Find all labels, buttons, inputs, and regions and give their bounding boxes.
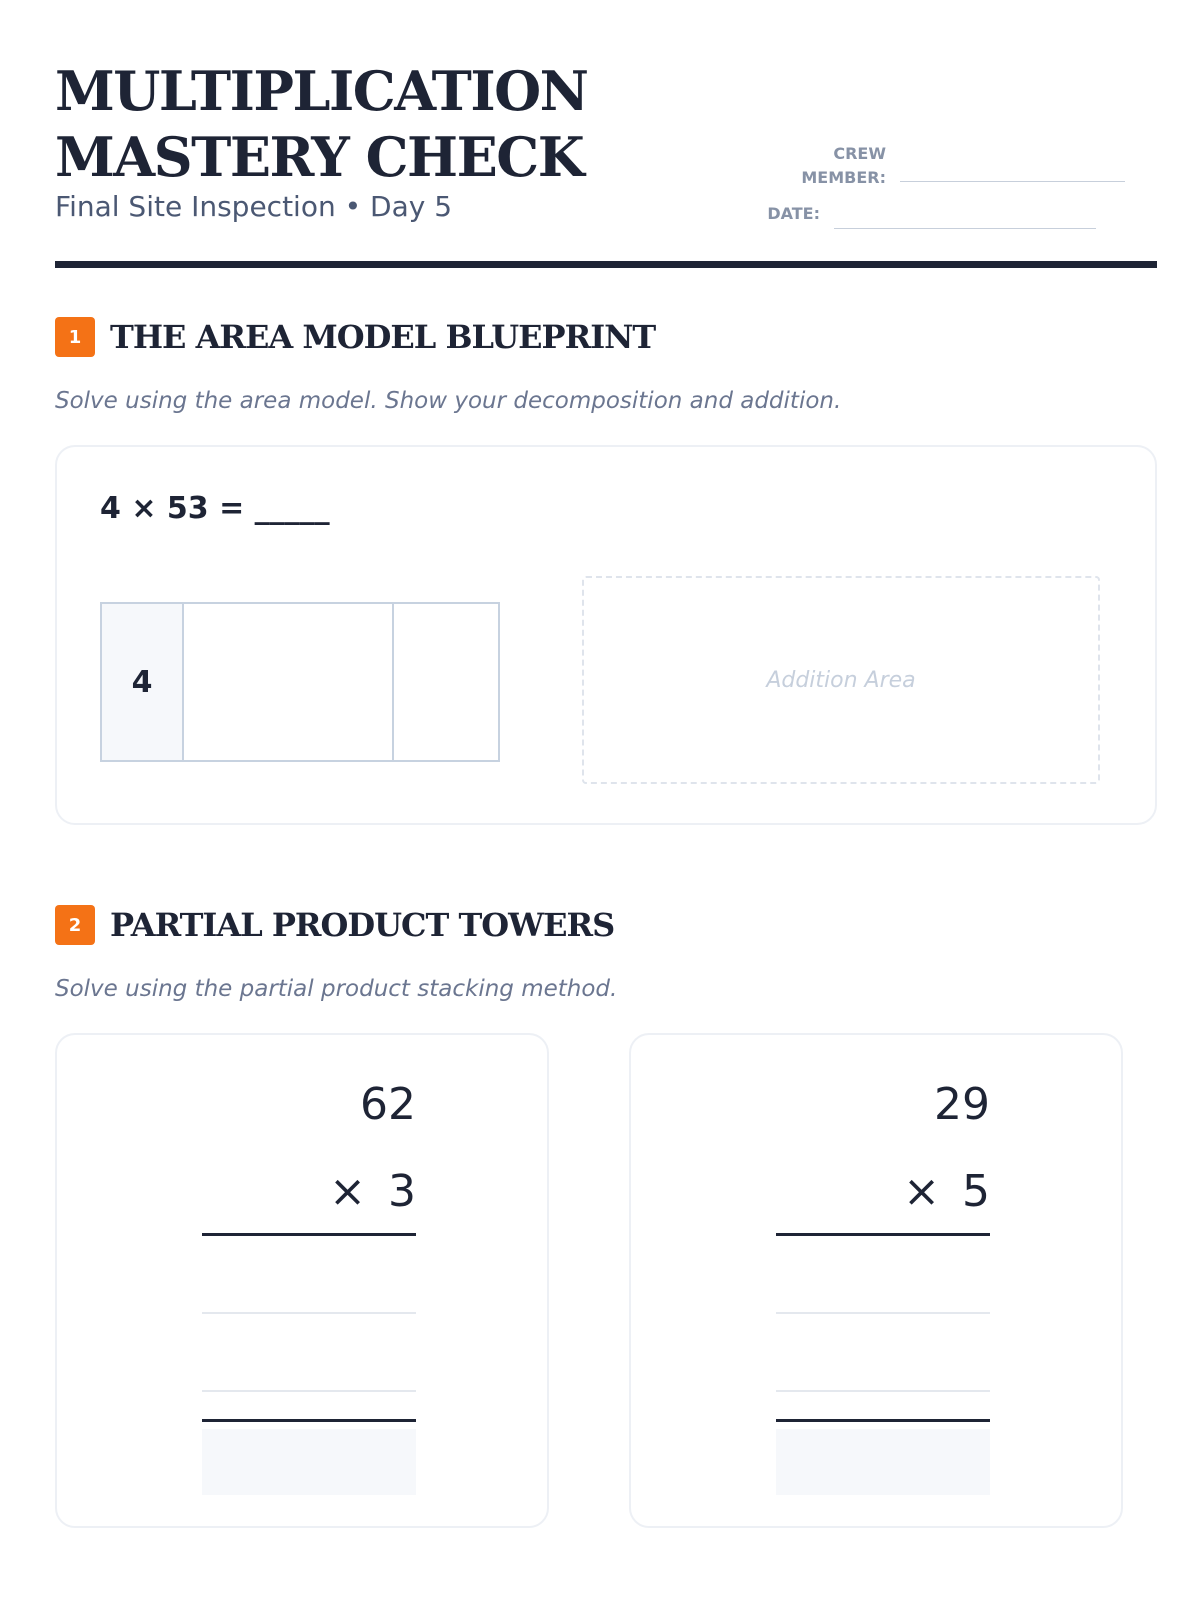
area-model-factor: 4 — [102, 604, 184, 760]
section-2-title: PARTIAL PRODUCT TOWERS — [110, 906, 615, 944]
tower-multiplier: 5 — [962, 1166, 990, 1217]
partial-product-line-2[interactable] — [202, 1390, 416, 1392]
tower-top-number: 29 — [934, 1079, 990, 1130]
section-1-badge: 1 — [55, 317, 95, 357]
area-model-grid — [100, 602, 500, 762]
tower-card-2 — [629, 1033, 1123, 1528]
crew-member-label: CREW MEMBER: — [801, 144, 886, 187]
times-sign: × — [903, 1166, 940, 1217]
area-model-card — [55, 445, 1157, 825]
section-2-header — [55, 904, 614, 946]
tower-card-1 — [55, 1033, 549, 1528]
worksheet-subtitle: Final Site Inspection • Day 5 — [55, 190, 453, 223]
partial-product-tower — [202, 1035, 416, 1526]
answer-box[interactable] — [202, 1429, 416, 1495]
times-sign: × — [329, 1166, 366, 1217]
section-1-header — [55, 316, 655, 358]
area-model-problem: 4 × 53 = _____ — [100, 491, 330, 526]
operation-line — [776, 1233, 990, 1236]
section-1-title: THE AREA MODEL BLUEPRINT — [110, 318, 656, 356]
header-divider — [55, 261, 1157, 268]
partial-product-line-1[interactable] — [776, 1312, 990, 1314]
title-line-1: MULTIPLICATION — [55, 59, 588, 123]
section-1-instruction: Solve using the area model. Show your decomposition and addition. — [55, 388, 842, 414]
date-label: DATE: — [767, 204, 820, 223]
title-line-2: MASTERY CHECK — [55, 125, 584, 189]
partial-product-tower — [776, 1035, 990, 1526]
partial-product-line-1[interactable] — [202, 1312, 416, 1314]
tower-multiplier: 3 — [388, 1166, 416, 1217]
tower-multiplier-row — [329, 1166, 416, 1217]
sum-line — [202, 1419, 416, 1422]
sum-line — [776, 1419, 990, 1422]
tower-top-number: 62 — [360, 1079, 416, 1130]
answer-box[interactable] — [776, 1429, 990, 1495]
section-2-instruction: Solve using the partial product stacking method. — [55, 976, 618, 1002]
tower-multiplier-row — [903, 1166, 990, 1217]
addition-area[interactable]: Addition Area — [582, 576, 1100, 784]
worksheet-title — [55, 58, 587, 190]
crew-member-field[interactable] — [900, 181, 1125, 182]
date-field[interactable] — [834, 228, 1096, 229]
section-2-badge: 2 — [55, 905, 95, 945]
partial-product-line-2[interactable] — [776, 1390, 990, 1392]
operation-line — [202, 1233, 416, 1236]
area-model-cell-tens[interactable] — [184, 604, 394, 760]
area-model-cell-ones[interactable] — [394, 604, 498, 760]
